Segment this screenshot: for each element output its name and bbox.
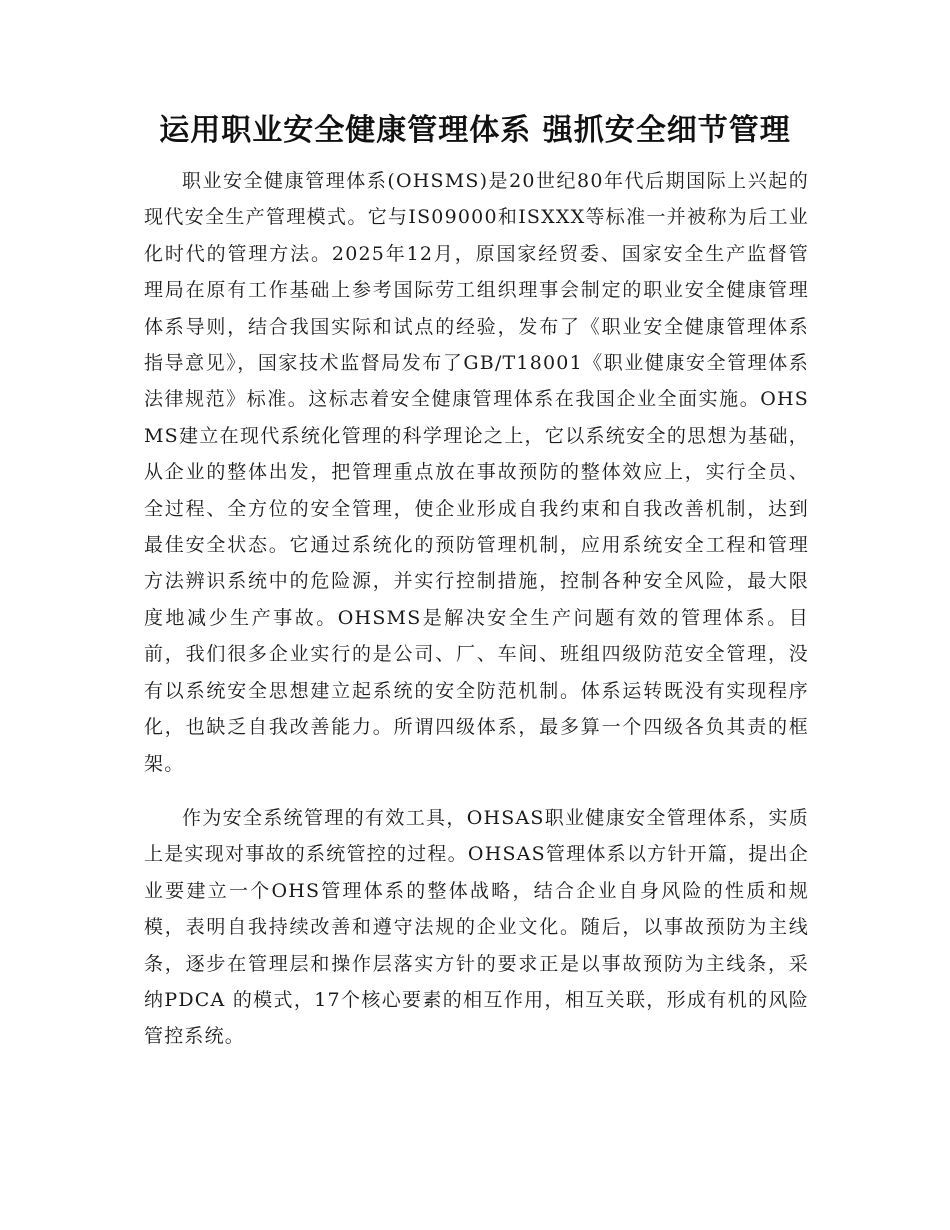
paragraph-1: 职业安全健康管理体系(OHSMS)是20世纪80年代后期国际上兴起的现代安全生产管理模式。它与IS09000和ISXXX等标准一并被称为后工业化时代的管理方法。2025年12月，原国家经贸委、国家安全生产监督管理局在原有工作基础上参考国际劳工组织理事会制定的职业安全健康管理体系导则，结合我国实际和试点的经验，发布了《职业安全健康管理体系指导意见》，国家技术监督局发布了GB/T18001《职业健康安全管理体系法律规范》标准。这标志着安全健康管理体系在我国企业全面实施。OHSMS建立在现代系统化管理的科学理论之上，它以系统安全的思想为基础，从企业的整体出发，把管理重点放在事故预防的整体效应上，实行全员、全过程、全方位的安全管理，使企业形成自我约束和自我改善机制，达到最佳安全状态。它通过系统化的预防管理机制，应用系统安全工程和管理方法辨识系统中的危险源，并实行控制措施，控制各种安全风险，最大限度地减少生产事故。OHSMS是解决安全生产问题有效的管理体系。目前，我们很多企业实行的是公司、厂、车间、班组四级防范安全管理，没有以系统安全思想建立起系统的安全防范机制。体系运转既没有实现程序化，也缺乏自我改善能力。所谓四级体系，最多算一个四级各负其责的框架。 — [144, 170, 809, 775]
page-title: 运用职业安全健康管理体系 强抓安全细节管理 — [159, 113, 791, 148]
paragraph-2: 作为安全系统管理的有效工具，OHSAS职业健康安全管理体系，实质上是实现对事故的系统管控的过程。OHSAS管理体系以方针开篇，提出企业要建立一个OHS管理体系的整体战略，结合企业自身风险的性质和规模，表明自我持续改善和遵守法规的企业文化。随后，以事故预防为主线条，逐步在管理层和操作层落实方针的要求正是以事故预防为主线条，采纳PDCA 的模式，17个核心要素的相互作用，相互关联，形成有机的风险管控系统。 — [144, 806, 809, 1048]
document-body — [144, 163, 809, 1055]
